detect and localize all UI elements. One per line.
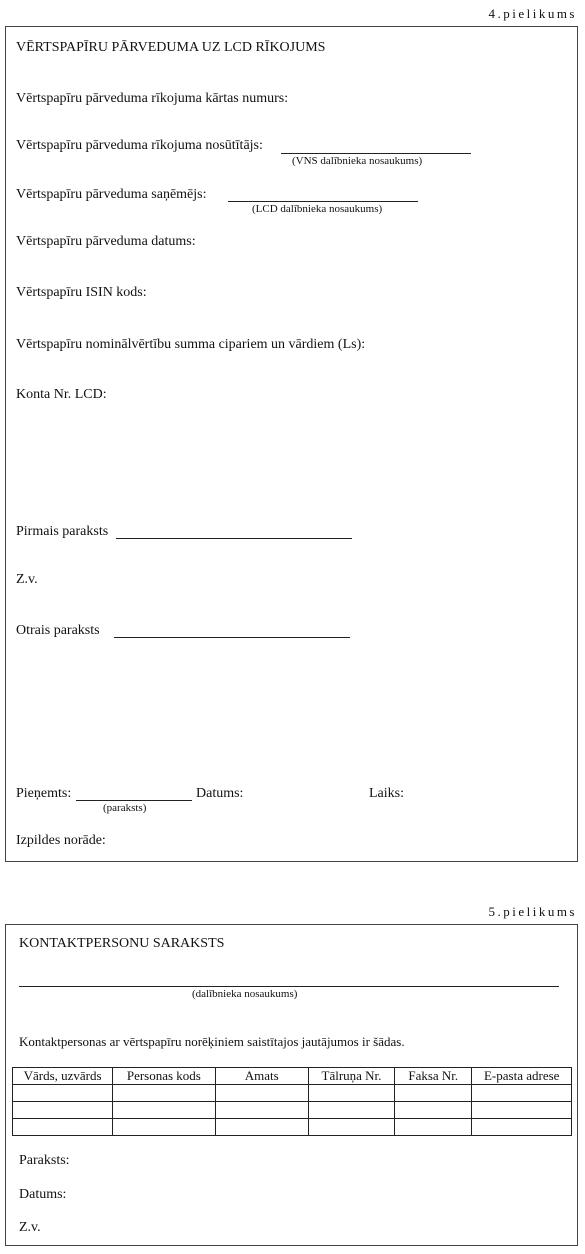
table-cell[interactable] [13, 1102, 113, 1119]
receiver-caption: (LCD dalībnieka nosaukums) [252, 203, 383, 215]
annex5-seal-label: Z.v. [19, 1220, 41, 1235]
receiver-field-line[interactable] [228, 201, 418, 202]
annex4-label: 4.pielikums [488, 6, 577, 21]
second-signature-label: Otrais paraksts [16, 623, 100, 638]
sender-field-line[interactable] [281, 153, 471, 154]
accepted-time-label: Laiks: [369, 786, 404, 801]
order-number-label: Vērtspapīru pārveduma rīkojuma kārtas numurs: [16, 91, 289, 106]
contacts-table-header-row [13, 1068, 572, 1085]
table-cell[interactable] [395, 1119, 472, 1136]
annex5-signature-label: Paraksts: [19, 1153, 70, 1168]
isin-label: Vērtspapīru ISIN kods: [16, 285, 147, 300]
table-cell[interactable] [215, 1085, 308, 1102]
col-name: Vārds, uzvārds [13, 1068, 113, 1085]
annex4-title: VĒRTSPAPĪRU PĀRVEDUMA UZ LCD RĪKOJUMS [16, 40, 326, 55]
contacts-intro: Kontaktpersonas ar vērtspapīru norēķiniem saistītajos jautājumos ir šādas. [19, 1034, 405, 1049]
participant-name-line[interactable] [19, 986, 559, 987]
table-cell[interactable] [395, 1102, 472, 1119]
first-signature-label: Pirmais paraksts [16, 524, 109, 539]
table-cell[interactable] [113, 1085, 215, 1102]
table-cell[interactable] [308, 1102, 394, 1119]
receiver-label: Vērtspapīru pārveduma saņēmējs: [16, 187, 207, 202]
table-cell[interactable] [308, 1085, 394, 1102]
execution-note-label: Izpildes norāde: [16, 833, 106, 848]
sender-label: Vērtspapīru pārveduma rīkojuma nosūtītājs: [16, 138, 263, 153]
accepted-caption: (paraksts) [103, 802, 147, 814]
table-cell[interactable] [215, 1119, 308, 1136]
table-cell[interactable] [308, 1119, 394, 1136]
table-cell[interactable] [215, 1102, 308, 1119]
sender-caption: (VNS dalībnieka nosaukums) [292, 155, 423, 167]
table-cell[interactable] [472, 1085, 572, 1102]
second-signature-line[interactable] [114, 637, 350, 638]
table-row [13, 1119, 572, 1136]
annex5-form [5, 924, 578, 1246]
table-row [13, 1102, 572, 1119]
account-label: Konta Nr. LCD: [16, 387, 107, 402]
col-phone: Tālruņa Nr. [308, 1068, 394, 1085]
col-fax: Faksa Nr. [395, 1068, 472, 1085]
table-cell[interactable] [13, 1119, 113, 1136]
first-signature-line[interactable] [116, 538, 352, 539]
table-cell[interactable] [472, 1119, 572, 1136]
table-cell[interactable] [395, 1085, 472, 1102]
accepted-date-label: Datums: [196, 786, 244, 801]
contacts-table [12, 1067, 572, 1136]
table-cell[interactable] [13, 1085, 113, 1102]
annex5-date-label: Datums: [19, 1187, 67, 1202]
annex5-label: 5.pielikums [488, 904, 577, 919]
col-personal-code: Personas kods [113, 1068, 215, 1085]
table-row [13, 1085, 572, 1102]
table-cell[interactable] [113, 1102, 215, 1119]
col-position: Amats [215, 1068, 308, 1085]
participant-caption: (dalībnieka nosaukums) [192, 988, 298, 1000]
table-cell[interactable] [113, 1119, 215, 1136]
table-cell[interactable] [472, 1102, 572, 1119]
accepted-label: Pieņemts: [16, 786, 72, 801]
nominal-sum-label: Vērtspapīru nominālvērtību summa cipariem un vārdiem (Ls): [16, 337, 366, 352]
col-email: E-pasta adrese [472, 1068, 572, 1085]
seal-label: Z.v. [16, 572, 38, 587]
annex5-title: KONTAKTPERSONU SARAKSTS [19, 936, 225, 951]
transfer-date-label: Vērtspapīru pārveduma datums: [16, 234, 196, 249]
accepted-signature-line[interactable] [76, 800, 192, 801]
annex4-form [5, 26, 578, 862]
